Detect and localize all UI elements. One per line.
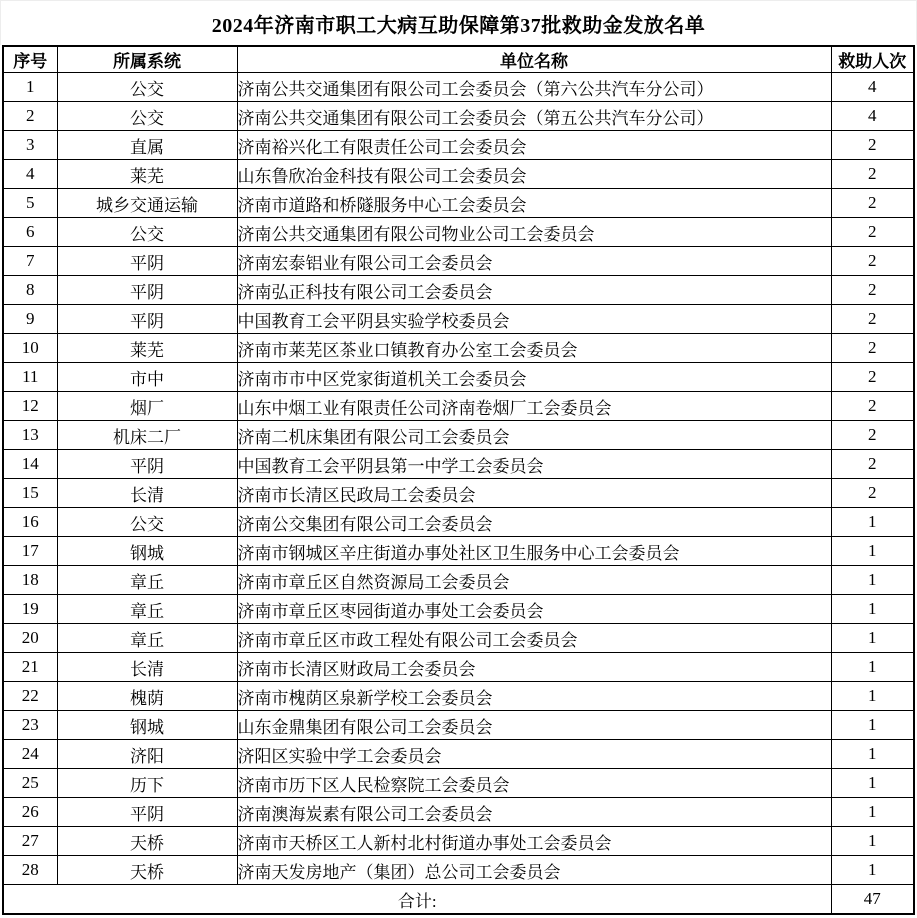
unit-name: 济南弘正科技有限公司工会委员会 — [237, 276, 831, 305]
table-row — [3, 537, 914, 566]
aid-count: 2 — [831, 276, 914, 305]
col-header-count: 救助人次 — [831, 46, 914, 73]
row-index: 28 — [3, 856, 57, 885]
row-index: 16 — [3, 508, 57, 537]
aid-count: 4 — [831, 73, 914, 102]
row-index: 1 — [3, 73, 57, 102]
aid-count: 1 — [831, 624, 914, 653]
table-row — [3, 856, 914, 885]
aid-count: 2 — [831, 479, 914, 508]
relief-fund-table — [2, 45, 915, 915]
system-name: 章丘 — [57, 595, 237, 624]
aid-count: 2 — [831, 450, 914, 479]
aid-count: 1 — [831, 827, 914, 856]
row-index: 14 — [3, 450, 57, 479]
unit-name: 济南公交集团有限公司工会委员会 — [237, 508, 831, 537]
table-row — [3, 798, 914, 827]
row-index: 3 — [3, 131, 57, 160]
table-row — [3, 450, 914, 479]
row-index: 21 — [3, 653, 57, 682]
unit-name: 济南市市中区党家街道机关工会委员会 — [237, 363, 831, 392]
system-name: 长清 — [57, 653, 237, 682]
row-index: 19 — [3, 595, 57, 624]
system-name: 济阳 — [57, 740, 237, 769]
table-row — [3, 218, 914, 247]
unit-name: 济南公共交通集团有限公司工会委员会（第五公共汽车分公司） — [237, 102, 831, 131]
unit-name: 山东中烟工业有限责任公司济南卷烟厂工会委员会 — [237, 392, 831, 421]
aid-count: 1 — [831, 740, 914, 769]
aid-count: 1 — [831, 537, 914, 566]
aid-count: 2 — [831, 363, 914, 392]
aid-count: 1 — [831, 798, 914, 827]
unit-name: 济南市历下区人民检察院工会委员会 — [237, 769, 831, 798]
aid-count: 1 — [831, 566, 914, 595]
table-row — [3, 73, 914, 102]
unit-name: 济南市槐荫区泉新学校工会委员会 — [237, 682, 831, 711]
row-index: 24 — [3, 740, 57, 769]
system-name: 公交 — [57, 102, 237, 131]
table-row — [3, 363, 914, 392]
system-name: 平阴 — [57, 798, 237, 827]
unit-name: 济南宏泰铝业有限公司工会委员会 — [237, 247, 831, 276]
system-name: 章丘 — [57, 566, 237, 595]
table-row — [3, 769, 914, 798]
aid-count: 2 — [831, 247, 914, 276]
table-row — [3, 392, 914, 421]
table-row — [3, 160, 914, 189]
table-row — [3, 711, 914, 740]
total-value: 47 — [831, 885, 914, 915]
table-row — [3, 479, 914, 508]
system-name: 莱芜 — [57, 160, 237, 189]
system-name: 直属 — [57, 131, 237, 160]
table-row — [3, 682, 914, 711]
row-index: 6 — [3, 218, 57, 247]
table-row — [3, 740, 914, 769]
unit-name: 济南市天桥区工人新村北村街道办事处工会委员会 — [237, 827, 831, 856]
unit-name: 中国教育工会平阴县第一中学工会委员会 — [237, 450, 831, 479]
unit-name: 济南市章丘区市政工程处有限公司工会委员会 — [237, 624, 831, 653]
col-header-unit: 单位名称 — [237, 46, 831, 73]
row-index: 27 — [3, 827, 57, 856]
unit-name: 济南澳海炭素有限公司工会委员会 — [237, 798, 831, 827]
table-row — [3, 595, 914, 624]
col-header-system: 所属系统 — [57, 46, 237, 73]
row-index: 22 — [3, 682, 57, 711]
row-index: 26 — [3, 798, 57, 827]
table-row — [3, 653, 914, 682]
aid-count: 2 — [831, 160, 914, 189]
table-row — [3, 827, 914, 856]
system-name: 钢城 — [57, 711, 237, 740]
row-index: 10 — [3, 334, 57, 363]
aid-count: 2 — [831, 392, 914, 421]
system-name: 城乡交通运输 — [57, 189, 237, 218]
system-name: 天桥 — [57, 827, 237, 856]
aid-count: 1 — [831, 653, 914, 682]
row-index: 9 — [3, 305, 57, 334]
system-name: 莱芜 — [57, 334, 237, 363]
aid-count: 2 — [831, 305, 914, 334]
unit-name: 山东鲁欣冶金科技有限公司工会委员会 — [237, 160, 831, 189]
table-row — [3, 624, 914, 653]
system-name: 章丘 — [57, 624, 237, 653]
system-name: 烟厂 — [57, 392, 237, 421]
unit-name: 山东金鼎集团有限公司工会委员会 — [237, 711, 831, 740]
table-row — [3, 508, 914, 537]
system-name: 市中 — [57, 363, 237, 392]
table-row — [3, 334, 914, 363]
aid-count: 2 — [831, 334, 914, 363]
aid-count: 1 — [831, 769, 914, 798]
row-index: 8 — [3, 276, 57, 305]
col-header-index: 序号 — [3, 46, 57, 73]
aid-count: 1 — [831, 682, 914, 711]
aid-count: 2 — [831, 421, 914, 450]
row-index: 20 — [3, 624, 57, 653]
total-label: 合计: — [3, 885, 831, 915]
unit-name: 中国教育工会平阴县实验学校委员会 — [237, 305, 831, 334]
row-index: 7 — [3, 247, 57, 276]
system-name: 机床二厂 — [57, 421, 237, 450]
aid-count: 2 — [831, 218, 914, 247]
system-name: 天桥 — [57, 856, 237, 885]
system-name: 钢城 — [57, 537, 237, 566]
aid-count: 2 — [831, 189, 914, 218]
system-name: 槐荫 — [57, 682, 237, 711]
unit-name: 济南市莱芜区茶业口镇教育办公室工会委员会 — [237, 334, 831, 363]
table-row — [3, 566, 914, 595]
system-name: 平阴 — [57, 276, 237, 305]
aid-count: 4 — [831, 102, 914, 131]
unit-name: 济南市长清区民政局工会委员会 — [237, 479, 831, 508]
unit-name: 济南市钢城区辛庄街道办事处社区卫生服务中心工会委员会 — [237, 537, 831, 566]
table-row — [3, 189, 914, 218]
table-row — [3, 305, 914, 334]
unit-name: 济南公共交通集团有限公司工会委员会（第六公共汽车分公司） — [237, 73, 831, 102]
unit-name: 济南市章丘区自然资源局工会委员会 — [237, 566, 831, 595]
unit-name: 济南市章丘区枣园街道办事处工会委员会 — [237, 595, 831, 624]
row-index: 17 — [3, 537, 57, 566]
table-row — [3, 131, 914, 160]
system-name: 公交 — [57, 218, 237, 247]
row-index: 11 — [3, 363, 57, 392]
row-index: 25 — [3, 769, 57, 798]
row-index: 15 — [3, 479, 57, 508]
unit-name: 济南市长清区财政局工会委员会 — [237, 653, 831, 682]
unit-name: 济南裕兴化工有限责任公司工会委员会 — [237, 131, 831, 160]
header-row — [3, 46, 914, 73]
aid-count: 1 — [831, 595, 914, 624]
aid-count: 1 — [831, 508, 914, 537]
table-row — [3, 421, 914, 450]
row-index: 2 — [3, 102, 57, 131]
system-name: 长清 — [57, 479, 237, 508]
row-index: 4 — [3, 160, 57, 189]
unit-name: 济南公共交通集团有限公司物业公司工会委员会 — [237, 218, 831, 247]
unit-name: 济南天发房地产（集团）总公司工会委员会 — [237, 856, 831, 885]
system-name: 公交 — [57, 73, 237, 102]
row-index: 5 — [3, 189, 57, 218]
aid-count: 1 — [831, 856, 914, 885]
table-row — [3, 102, 914, 131]
aid-count: 1 — [831, 711, 914, 740]
system-name: 公交 — [57, 508, 237, 537]
unit-name: 济南市道路和桥隧服务中心工会委员会 — [237, 189, 831, 218]
system-name: 平阴 — [57, 450, 237, 479]
system-name: 历下 — [57, 769, 237, 798]
aid-count: 2 — [831, 131, 914, 160]
unit-name: 济阳区实验中学工会委员会 — [237, 740, 831, 769]
page-title: 2024年济南市职工大病互助保障第37批救助金发放名单 — [0, 0, 917, 45]
total-row — [3, 885, 914, 915]
row-index: 23 — [3, 711, 57, 740]
system-name: 平阴 — [57, 305, 237, 334]
table-row — [3, 247, 914, 276]
table-row — [3, 276, 914, 305]
row-index: 12 — [3, 392, 57, 421]
row-index: 13 — [3, 421, 57, 450]
system-name: 平阴 — [57, 247, 237, 276]
unit-name: 济南二机床集团有限公司工会委员会 — [237, 421, 831, 450]
row-index: 18 — [3, 566, 57, 595]
